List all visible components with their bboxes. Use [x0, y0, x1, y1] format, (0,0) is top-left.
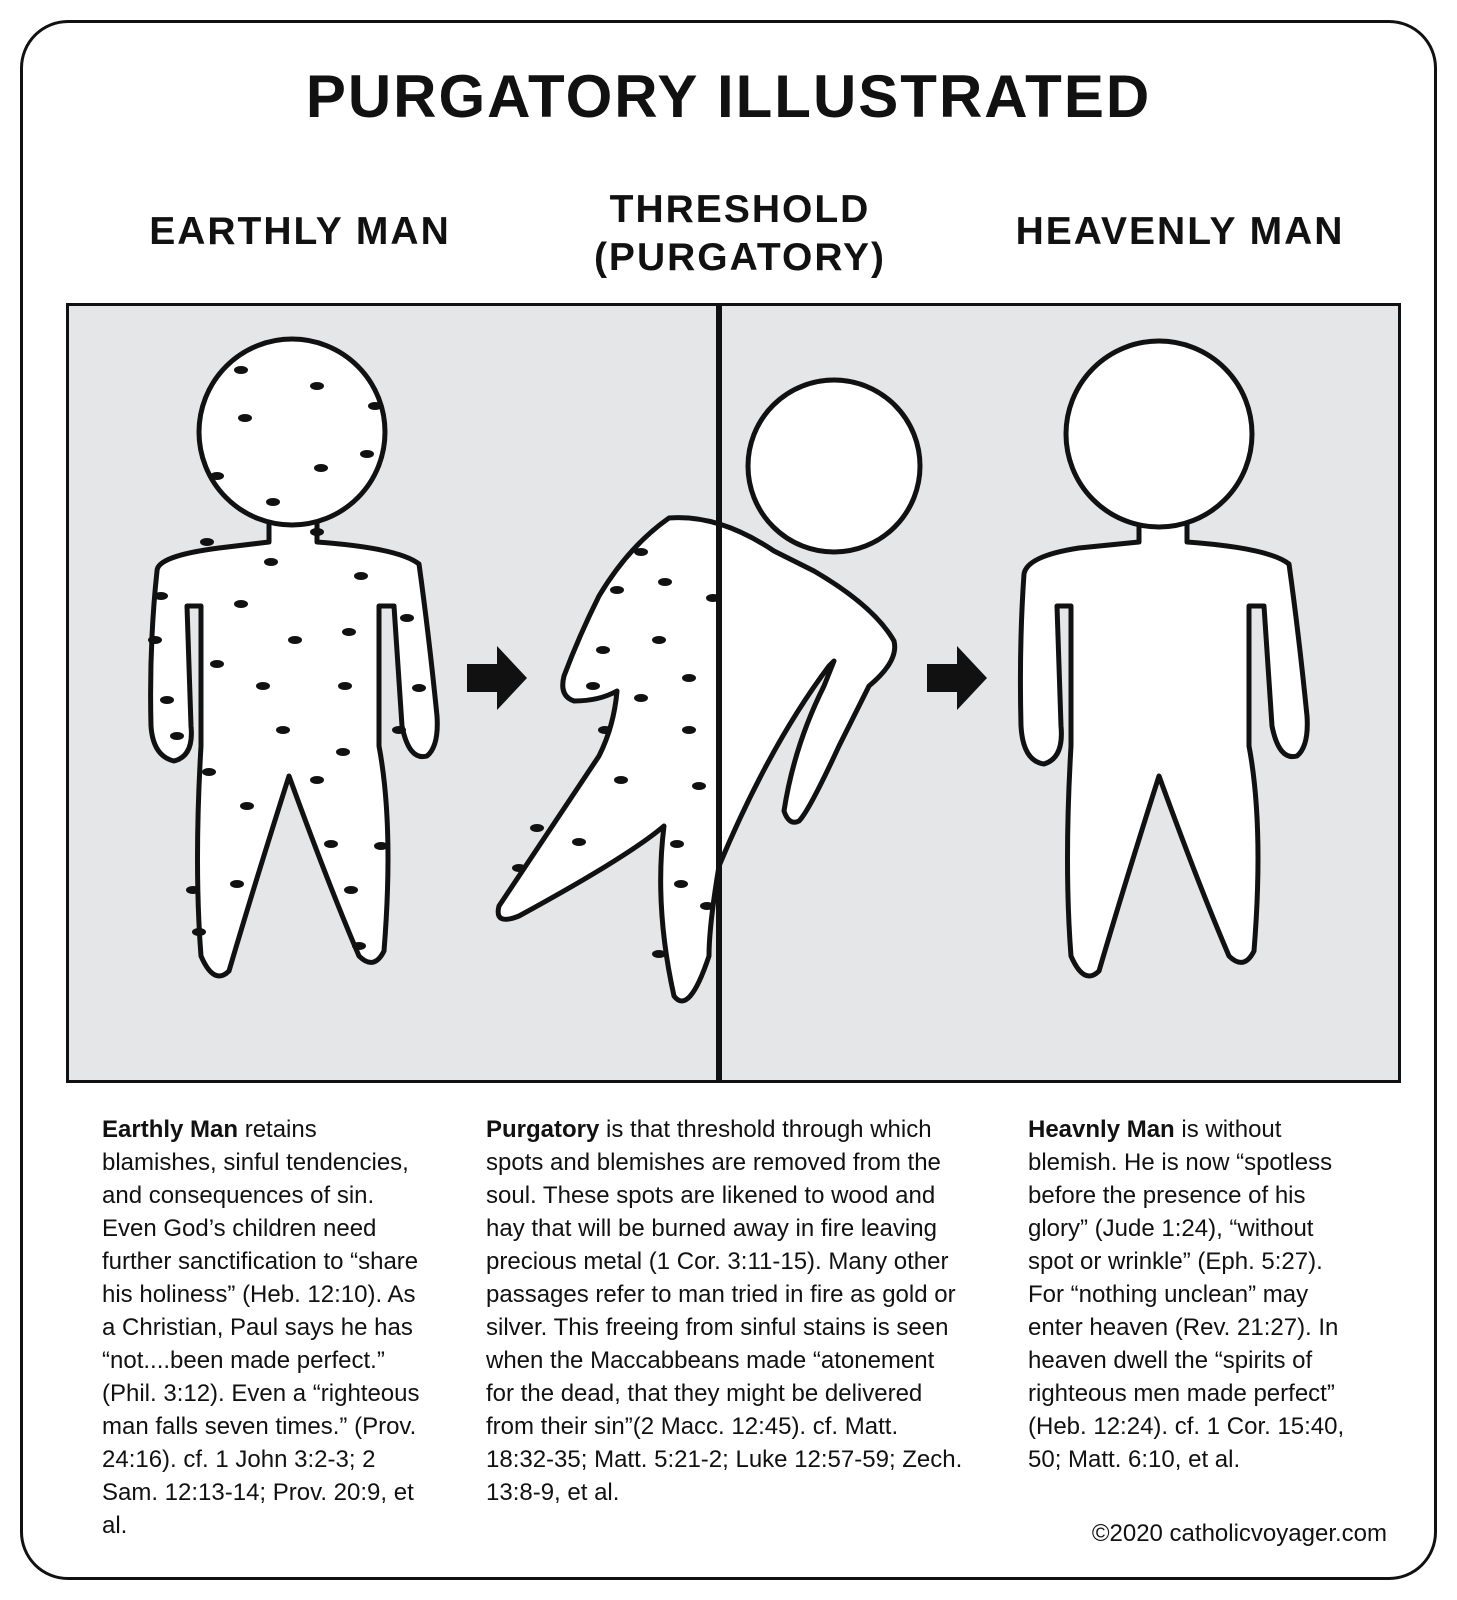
page-title: PURGATORY ILLUSTRATED — [305, 63, 1152, 130]
description-earthly-text: retains blamishes, sinful tendencies, and consequences of sin. Even God’s children need further sanctification to “share his holiness” (Heb. 12:10). As a Christian, Paul says he has “not....been made perfect.” (Phil. 3:12). Even a “righteous man falls seven times.” (Prov. 24:16). cf. 1 John 3:2-3; 2 Sam. 12:13-14; Prov. 20:9, et al. — [102, 1116, 420, 1539]
blemish-spot — [154, 592, 168, 600]
blemish-spot — [192, 928, 206, 936]
blemish-spot — [310, 528, 324, 536]
description-purgatory — [486, 1113, 966, 1509]
threshold-figure-body — [498, 518, 895, 1001]
blemish-spot — [324, 840, 338, 848]
blemish-spot — [234, 366, 248, 374]
heading-threshold-line2: (PURGATORY) — [593, 236, 887, 279]
blemish-spot — [354, 572, 368, 580]
blemish-spot — [314, 464, 328, 472]
blemish-spot — [210, 472, 224, 480]
blemish-spot — [596, 646, 610, 654]
heading-earthly-man: EARTHLY MAN — [149, 210, 451, 253]
blemish-spot — [352, 942, 366, 950]
earthly-man-head — [199, 339, 385, 525]
blemish-spot — [240, 802, 254, 810]
heading-heavenly-man: HEAVENLY MAN — [1015, 210, 1345, 253]
illustration-panel — [66, 303, 1401, 1083]
threshold-figure-head — [748, 380, 920, 552]
blemish-spot — [674, 880, 688, 888]
blemish-spot — [512, 864, 526, 872]
blemish-spot — [256, 682, 270, 690]
blemish-spot — [310, 382, 324, 390]
blemish-spot — [634, 548, 648, 556]
blemish-spot — [598, 726, 612, 734]
blemish-spot — [238, 414, 252, 422]
blemish-spot — [586, 682, 600, 690]
blemish-spot — [264, 558, 278, 566]
blemish-spot — [682, 674, 696, 682]
blemish-spot — [360, 450, 374, 458]
blemish-spot — [234, 600, 248, 608]
arrow-right-icon — [927, 646, 987, 710]
blemish-spot — [652, 636, 666, 644]
blemish-spot — [400, 614, 414, 622]
blemish-spot — [310, 776, 324, 784]
heavenly-man-head — [1066, 341, 1252, 527]
description-purgatory-text: is that threshold through which spots and blemishes are removed from the soul. These spots are likened to wood and hay that will be burned away in fire leaving precious metal (1 Cor. 3:11-15). Many other passages refer to man tried in fire as gold or silver. This freeing from sinful stains is seen when the Maccabbeans made “atonement for the dead, that they might be delivered from their sin”(2 Macc. 12:45). cf. Matt. 18:32-35; Matt. 5:21-2; Luke 12:57-59; Zech. 13:8-9, et al. — [486, 1116, 963, 1506]
blemish-spot — [368, 402, 382, 410]
blemish-spot — [266, 498, 280, 506]
description-earthly-man — [102, 1113, 432, 1542]
copyright-notice: ©2020 catholicvoyager.com — [1091, 1520, 1387, 1547]
heavenly-man-figure — [1020, 341, 1307, 976]
blemish-spot — [200, 538, 214, 546]
blemish-spot — [344, 886, 358, 894]
blemish-spot — [342, 628, 356, 636]
blemish-spot — [610, 586, 624, 594]
blemish-spot — [682, 726, 696, 734]
blemish-spot — [160, 696, 174, 704]
heavenly-man-body — [1020, 522, 1307, 976]
description-heavenly-bold: Heavnly Man — [1028, 1116, 1175, 1143]
description-earthly-bold: Earthly Man — [102, 1116, 239, 1143]
description-purgatory-bold: Purgatory — [486, 1116, 600, 1143]
blemish-spot — [572, 838, 586, 846]
blemish-spot — [230, 880, 244, 888]
blemish-spot — [288, 636, 302, 644]
blemish-spot — [670, 840, 684, 848]
blemish-spot — [530, 824, 544, 832]
earthly-man-figure — [151, 339, 438, 976]
heading-threshold-line1: THRESHOLD — [609, 188, 871, 231]
blemish-spot — [658, 578, 672, 586]
blemish-spot — [148, 636, 162, 644]
blemish-spot — [614, 776, 628, 784]
blemish-spot — [700, 902, 714, 910]
earthly-man-body — [151, 522, 438, 976]
blemish-spot — [186, 886, 200, 894]
blemish-spot — [692, 782, 706, 790]
blemish-spot — [210, 660, 224, 668]
blemish-spot — [412, 684, 426, 692]
blemish-spot — [392, 726, 406, 734]
illustration-svg — [69, 306, 1398, 1080]
arrow-right-icon — [467, 646, 527, 710]
blemish-spot — [276, 726, 290, 734]
blemish-spot — [374, 842, 388, 850]
blemish-spot — [202, 768, 216, 776]
description-heavenly-man — [1028, 1113, 1358, 1476]
blemish-spot — [634, 694, 648, 702]
heading-threshold — [520, 186, 960, 282]
description-heavenly-text: is without blemish. He is now “spotless before the presence of his glory” (Jude 1:24), “without spot or wrinkle” (Eph. 5:27). For “nothing unclean” may enter heaven (Rev. 21:27). In heaven dwell the “spirits of righteous men made perfect” (Heb. 12:24). cf. 1 Cor. 15:40, 50; Matt. 6:10, et al. — [1028, 1116, 1345, 1473]
blemish-spot — [706, 594, 720, 602]
blemish-spot — [336, 748, 350, 756]
blemish-spot — [652, 950, 666, 958]
blemish-spot — [338, 682, 352, 690]
blemish-spot — [170, 732, 184, 740]
